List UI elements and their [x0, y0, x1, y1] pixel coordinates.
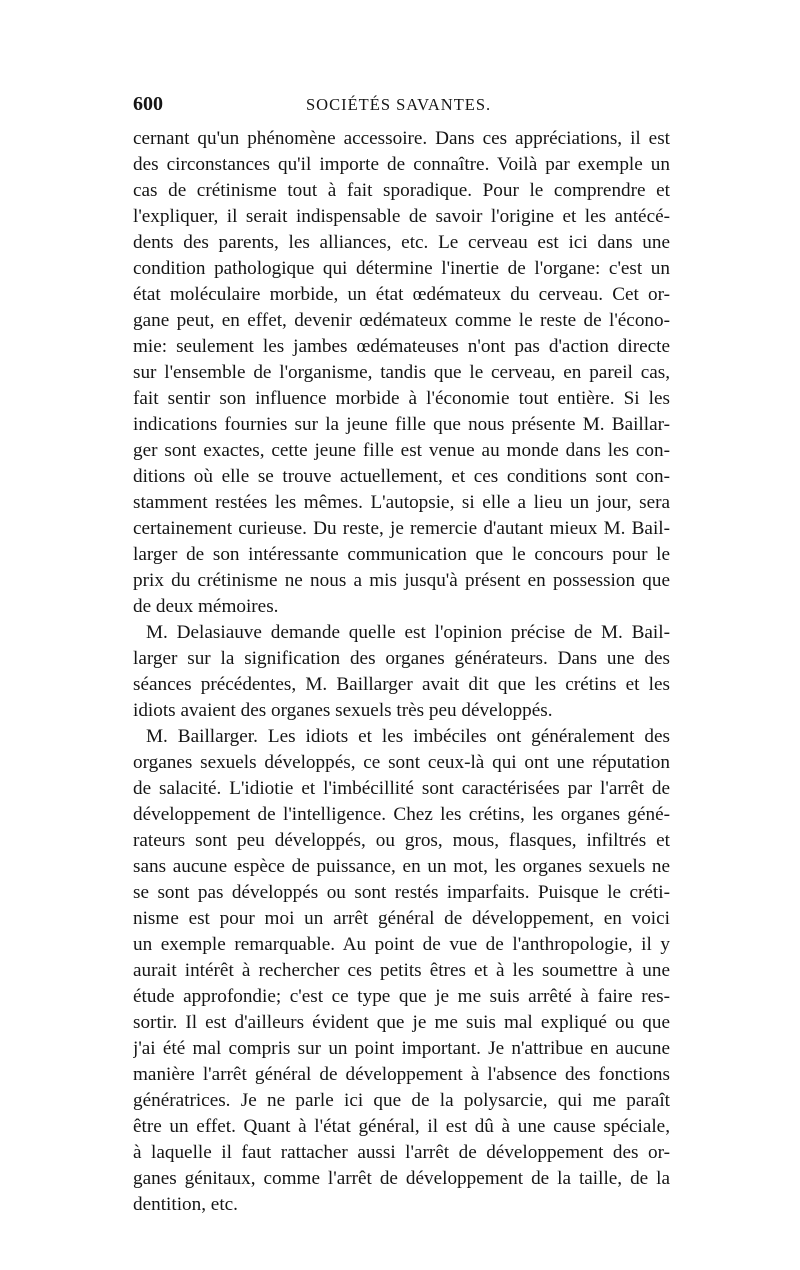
text-line: sortir. Il est d'ailleurs évident que je me suis mal expliqué ou que	[133, 1012, 670, 1033]
text-line: ganes génitaux, comme l'arrêt de développement de la taille, de la	[133, 1168, 670, 1189]
text-line: cas de crétinisme tout à fait sporadique. Pour le comprendre et	[133, 180, 670, 201]
text-line: M. Baillarger. Les idiots et les imbéciles ont généralement des	[146, 726, 670, 747]
text-line: séances précédentes, M. Baillarger avait dit que les crétins et les	[133, 674, 670, 695]
text-line: être un effet. Quant à l'état général, il est dû à une cause spéciale,	[133, 1116, 670, 1137]
text-line: sur l'ensemble de l'organisme, tandis que le cerveau, en pareil cas,	[133, 362, 670, 383]
body-text	[133, 126, 670, 1218]
text-line: de salacité. L'idiotie et l'imbécillité sont caractérisées par l'arrêt de	[133, 778, 670, 799]
text-line: condition pathologique qui détermine l'inertie de l'organe: c'est un	[133, 258, 670, 279]
text-line: développement de l'intelligence. Chez les crétins, les organes géné-	[133, 804, 670, 825]
text-line: idiots avaient des organes sexuels très peu développés.	[133, 700, 553, 721]
page-number: 600	[133, 93, 163, 115]
text-line: gane peut, en effet, devenir œdémateux comme le reste de l'écono-	[133, 310, 670, 331]
text-line: M. Delasiauve demande quelle est l'opinion précise de M. Bail-	[146, 622, 670, 643]
text-line: génératrices. Je ne parle ici que de la polysarcie, qui me paraît	[133, 1090, 670, 1111]
text-line: à laquelle il faut rattacher aussi l'arrêt de développement des or-	[133, 1142, 670, 1163]
text-line: ger sont exactes, cette jeune fille est venue au monde dans les con-	[133, 440, 670, 461]
text-line: dents des parents, les alliances, etc. Le cerveau est ici dans une	[133, 232, 670, 253]
text-line: état moléculaire morbide, un état œdémateux du cerveau. Cet or-	[133, 284, 670, 305]
text-line: ditions où elle se trouve actuellement, et ces conditions sont con-	[133, 466, 670, 487]
text-line: mie: seulement les jambes œdémateuses n'ont pas d'action directe	[133, 336, 670, 357]
text-line: se sont pas développés ou sont restés imparfaits. Puisque le créti-	[133, 882, 670, 903]
text-line: aurait intérêt à rechercher ces petits êtres et à les soumettre à une	[133, 960, 670, 981]
text-line: étude approfondie; c'est ce type que je me suis arrêté à faire res-	[133, 986, 670, 1007]
text-line: rateurs sont peu développés, ou gros, mous, flasques, infiltrés et	[133, 830, 670, 851]
text-line: j'ai été mal compris sur un point important. Je n'attribue en aucune	[133, 1038, 670, 1059]
text-line: sans aucune espèce de puissance, en un mot, les organes sexuels ne	[133, 856, 670, 877]
page-header	[133, 93, 670, 121]
text-line: indications fournies sur la jeune fille que nous présente M. Baillar-	[133, 414, 670, 435]
text-line: larger sur la signification des organes générateurs. Dans une des	[133, 648, 670, 669]
text-line: dentition, etc.	[133, 1194, 238, 1215]
text-line: cernant qu'un phénomène accessoire. Dans ces appréciations, il est	[133, 128, 670, 149]
text-line: fait sentir son influence morbide à l'économie tout entière. Si les	[133, 388, 670, 409]
text-line: de deux mémoires.	[133, 596, 279, 617]
text-line: manière l'arrêt général de développement à l'absence des fonctions	[133, 1064, 670, 1085]
text-line: des circonstances qu'il importe de connaître. Voilà par exemple un	[133, 154, 670, 175]
text-line: nisme est pour moi un arrêt général de développement, en voici	[133, 908, 670, 929]
text-line: l'expliquer, il serait indispensable de savoir l'origine et les antécé-	[133, 206, 670, 227]
text-line: larger de son intéressante communication que le concours pour le	[133, 544, 670, 565]
text-line: un exemple remarquable. Au point de vue de l'anthropologie, il y	[133, 934, 670, 955]
text-line: prix du crétinisme ne nous a mis jusqu'à présent en possession que	[133, 570, 670, 591]
text-line: certainement curieuse. Du reste, je remercie d'autant mieux M. Bail-	[133, 518, 670, 539]
text-line: organes sexuels développés, ce sont ceux-là qui ont une réputation	[133, 752, 670, 773]
text-line: stamment restées les mêmes. L'autopsie, si elle a lieu un jour, sera	[133, 492, 670, 513]
running-title: SOCIÉTÉS SAVANTES.	[306, 95, 492, 114]
